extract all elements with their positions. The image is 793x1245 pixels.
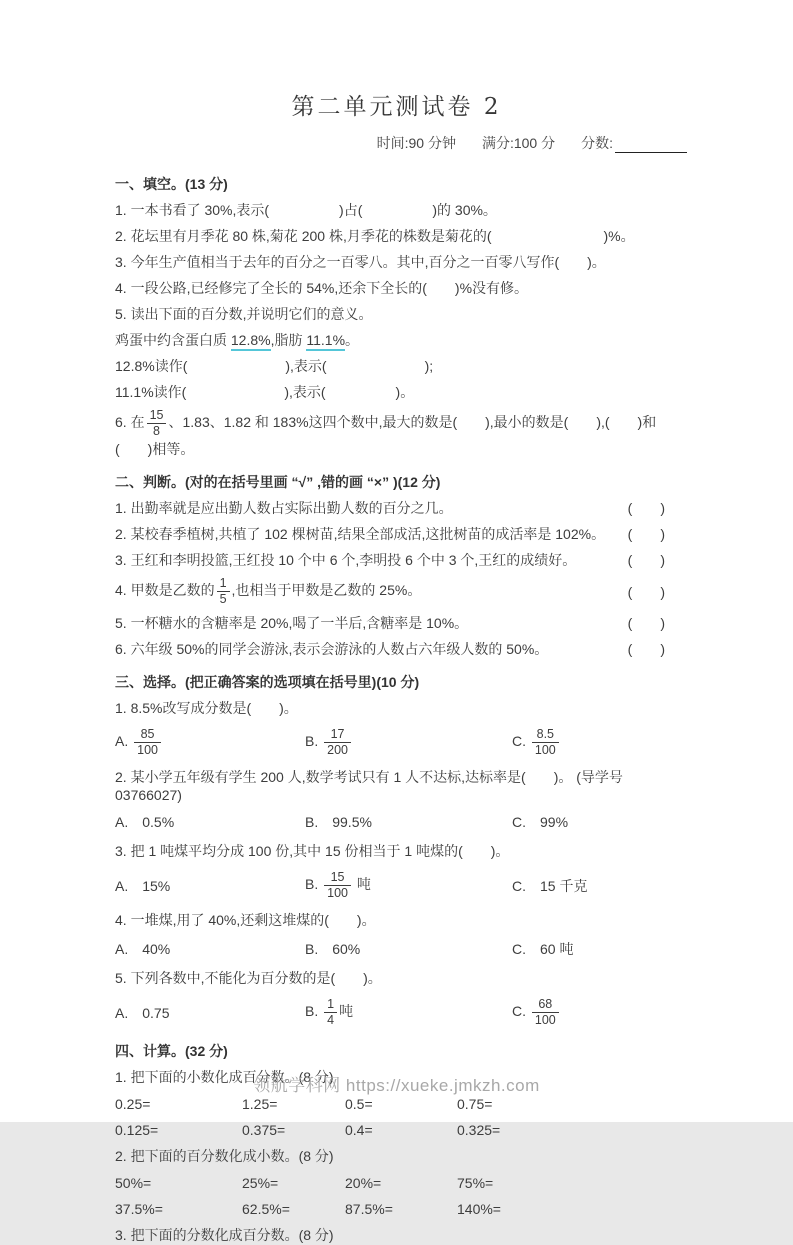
calc-item: 62.5%=: [242, 1200, 290, 1217]
question-line: [115, 968, 693, 988]
question-text: 4. 一堆煤,用了 40%,还剩这堆煤的( )。: [115, 912, 376, 928]
choice-option: B. 99.5%: [305, 814, 372, 830]
calc-item: 20%=: [345, 1174, 382, 1191]
calc-item: 87.5%=: [345, 1200, 393, 1217]
question-text: 2. 某小学五年级有学生 200 人,数学考试只有 1 人不达标,达标率是( )。 (导学号 03766027): [115, 769, 637, 803]
fraction: $\frac{1}{4}$: [324, 997, 337, 1028]
calc-item: 37.5%=: [115, 1200, 163, 1217]
choice-option: C. 15 千克: [512, 877, 588, 894]
question-line: [115, 330, 693, 350]
question-line: [115, 278, 693, 298]
fraction: $\frac{15}{100}$: [324, 870, 351, 901]
calc-item: 50%=: [115, 1174, 152, 1191]
choice-option: A. 0.5%: [115, 814, 175, 830]
choice-option: C. $\frac{8.5}{100}$: [512, 727, 693, 758]
question-text: 6. 在 $\frac{15}{8}$ 、1.83、1.82 和 183%这四个数中,最大的数是( ),最小的数是( ),( )和( )相等。: [115, 408, 657, 457]
answer-paren: ( ): [627, 552, 665, 568]
question-line: [115, 226, 693, 246]
question-text: 5. 下列各数中,不能化为百分数的是( )。: [115, 970, 382, 986]
calc-item: 0.125=: [115, 1121, 159, 1138]
question-text: 2. 把下面的百分数化成小数。(8 分): [115, 1148, 334, 1164]
calc-item: 0.325=: [457, 1121, 501, 1138]
score-blank-line: [615, 137, 687, 153]
question-line: [115, 910, 693, 930]
section-multiple-choice-heading: 三、选择。(把正确答案的选项填在括号里)(10 分): [115, 674, 420, 690]
calculation-row: [115, 1173, 693, 1192]
choice-option: B. $\frac{1}{4}$ 吨: [305, 997, 354, 1027]
choice-option: A. 15%: [115, 877, 171, 894]
choice-option: A. $\frac{85}{100}$: [115, 727, 305, 758]
section-true-false-heading: 二、判断。(对的在括号里画 “√” ,错的画 “×” )(12 分): [115, 474, 441, 490]
calculation-row: [115, 1120, 693, 1139]
question-line: [115, 698, 693, 718]
question-line: [115, 252, 693, 272]
question-line: [115, 613, 693, 633]
calc-item: 1.25=: [242, 1095, 278, 1112]
choice-option: C. 60 吨: [512, 941, 574, 957]
question-line: [115, 524, 693, 544]
question-text: 3. 把下面的分数化成百分数。(8 分): [115, 1227, 334, 1243]
question-line: [115, 356, 693, 376]
question-text: 12.8%读作( ),表示( );: [115, 358, 434, 374]
page-title: 第二单元测试卷 2: [291, 94, 502, 120]
choice-options-row: [115, 870, 693, 901]
choice-option: A. 0.75: [115, 1004, 170, 1021]
question-text: 3. 把 1 吨煤平均分成 100 份,其中 15 份相当于 1 吨煤的( )。: [115, 843, 510, 859]
calc-item: 140%=: [457, 1200, 501, 1217]
calc-item: 0.375=: [242, 1121, 286, 1138]
calc-item: 25%=: [242, 1174, 279, 1191]
question-line: [115, 200, 693, 220]
question-line: [115, 550, 693, 570]
question-text: 2. 花坛里有月季花 80 株,菊花 200 株,月季花的株数是菊花的( )%。: [115, 228, 635, 244]
calc-item: 75%=: [457, 1174, 494, 1191]
answer-paren: ( ): [627, 583, 665, 600]
answer-paren: ( ): [627, 615, 665, 631]
question-text: 5. 读出下面的百分数,并说明它们的意义。: [115, 306, 373, 322]
question-line: [115, 1146, 693, 1166]
calc-item: 0.75=: [457, 1095, 493, 1112]
calculation-row: [115, 1094, 693, 1113]
underlined-percent: 11.1%: [306, 332, 345, 351]
question-line: [115, 498, 693, 518]
underlined-percent: 12.8%: [231, 332, 271, 351]
fraction: $\frac{68}{100}$: [532, 997, 559, 1028]
question-text: 鸡蛋中约含蛋白质 12.8%,脂肪 11.1%。: [115, 330, 359, 350]
question-text: 2. 某校春季植树,共植了 102 棵树苗,结果全部成活,这批树苗的成活率是 102%。: [115, 526, 606, 542]
fraction: $\frac{8.5}{100}$: [532, 727, 559, 758]
answer-paren: ( ): [627, 641, 665, 657]
watermark-footer: 领航学科网 https://xueke.jmkzh.com: [253, 1076, 540, 1095]
question-line: [115, 304, 693, 324]
question-text: 3. 王红和李明投篮,王红投 10 个中 6 个,李明投 6 个中 3 个,王红的成绩好。: [115, 552, 577, 568]
question-line: [115, 841, 693, 861]
calc-item: 0.4=: [345, 1121, 373, 1138]
meta-score-label: 分数:: [581, 135, 613, 151]
fraction: $\frac{85}{100}$: [134, 727, 161, 758]
fraction: $\frac{17}{200}$: [324, 727, 351, 758]
meta-full-score: 满分:100 分: [481, 135, 556, 151]
section-calculation-heading: 四、计算。(32 分): [115, 1043, 228, 1059]
choice-option: C. 99%: [512, 814, 569, 830]
question-line: [115, 639, 693, 659]
choice-options-row: [115, 812, 693, 832]
choice-option: B. 60%: [305, 941, 361, 957]
fraction: $\frac{15}{8}$: [147, 408, 167, 439]
calculation-row: [115, 1199, 693, 1218]
choice-option: B. $\frac{15}{100}$ 吨: [305, 870, 371, 900]
question-text: 6. 六年级 50%的同学会游泳,表示会游泳的人数占六年级人数的 50%。: [115, 641, 549, 657]
calc-item: 0.5=: [345, 1095, 373, 1112]
question-text: 11.1%读作( ),表示( )。: [115, 384, 415, 400]
question-text: 1. 出勤率就是应出勤人数占实际出勤人数的百分之几。: [115, 500, 453, 516]
choice-options-row: [115, 997, 693, 1028]
choice-option: C. $\frac{68}{100}$: [512, 997, 693, 1028]
section-fill-blanks-heading: 一、填空。(13 分): [115, 176, 228, 192]
question-line: [115, 1225, 693, 1245]
question-line: [115, 767, 693, 803]
fraction: $\frac{1}{5}$: [217, 576, 230, 607]
question-line: [115, 408, 693, 459]
question-text: 3. 今年生产值相当于去年的百分之一百零八。其中,百分之一百零八写作( )。: [115, 254, 606, 270]
question-text: 1. 8.5%改写成分数是( )。: [115, 700, 298, 716]
calc-item: 0.25=: [115, 1095, 151, 1112]
answer-paren: ( ): [627, 526, 665, 542]
paper-meta: [0, 133, 793, 153]
choice-options-row: [115, 939, 693, 959]
choice-options-row: [115, 727, 693, 758]
question-text: 4. 甲数是乙数的 $\frac{1}{5}$ ,也相当于甲数是乙数的 25%。: [115, 576, 422, 606]
choice-option: A. 40%: [115, 941, 171, 957]
question-line: [115, 382, 693, 402]
question-text: 1. 把下面的小数化成百分数。(8 分): [115, 1069, 334, 1085]
answer-paren: ( ): [627, 500, 665, 516]
question-text: 1. 一本书看了 30%,表示( )占( )的 30%。: [115, 202, 497, 218]
question-text: 4. 一段公路,已经修完了全长的 54%,还余下全长的( )%没有修。: [115, 280, 529, 296]
question-line: [115, 576, 693, 607]
choice-option: B. $\frac{17}{200}$: [305, 727, 512, 758]
question-text: 5. 一杯糖水的含糖率是 20%,喝了一半后,含糖率是 10%。: [115, 615, 469, 631]
meta-time: 时间:90 分钟: [376, 135, 456, 151]
